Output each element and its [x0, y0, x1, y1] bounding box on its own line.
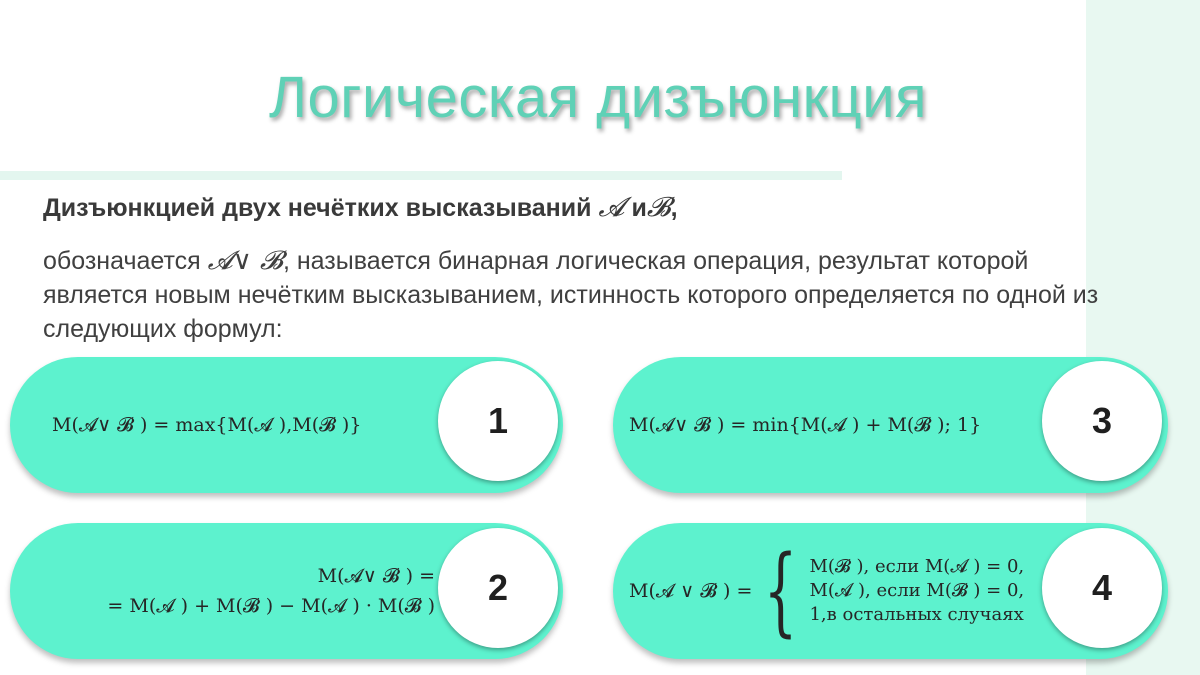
title-divider [0, 171, 842, 180]
formula-number-3: 3 [1042, 361, 1162, 481]
formula-4-case-1: M(𝓑 ), если M(𝓐 ) = 0, [809, 556, 1025, 577]
formula-4-lhs: M(𝓐 ∨ 𝓑 ) = [629, 580, 753, 602]
formula-4 [629, 523, 1024, 659]
definition-body [43, 244, 1113, 346]
formula-number-4: 4 [1042, 528, 1162, 648]
formula-4-case-3: 1,в остальных случаях [809, 604, 1024, 625]
body-prefix: обозначается [43, 247, 208, 275]
definition-lead [43, 192, 678, 224]
left-brace: { [764, 535, 798, 647]
formula-2 [10, 523, 435, 659]
formula-2-line-2: = M(𝓐 ) + M(𝓑 ) − M(𝓐 ) · M(𝓑 ) [107, 595, 435, 617]
body-expression: 𝓐∨ 𝓑 [207, 246, 283, 276]
slide-title [0, 64, 1200, 131]
formula-1: M(𝓐∨ 𝓑 ) = max{M(𝓐 ),M(𝓑 )} [52, 414, 362, 436]
formula-4-case-2: M(𝓐 ), если M(𝓑 ) = 0, [809, 580, 1025, 601]
formula-4-cases [809, 555, 1024, 627]
slide-title-text: Логическая дизъюнкция [268, 65, 927, 130]
lead-var-b: 𝓑 [646, 192, 671, 223]
lead-var-a: 𝓐 [598, 192, 625, 223]
lead-prefix: Дизъюнкцией двух нечётких высказываний [43, 194, 599, 222]
formula-3: M(𝓐∨ 𝓑 ) = min{M(𝓐 ) + M(𝓑 ); 1} [629, 414, 982, 436]
formula-2-line-1: M(𝓐∨ 𝓑 ) = [317, 565, 435, 587]
body-suffix: , называется бинарная логическая операция, результат которой является новым нечётким высказыванием, истинность которого определяется по одной из следующих формул: [43, 247, 1099, 343]
formula-number-2: 2 [438, 528, 558, 648]
lead-suffix: , [670, 194, 678, 222]
formula-number-1: 1 [438, 361, 558, 481]
lead-and: и [624, 194, 647, 222]
